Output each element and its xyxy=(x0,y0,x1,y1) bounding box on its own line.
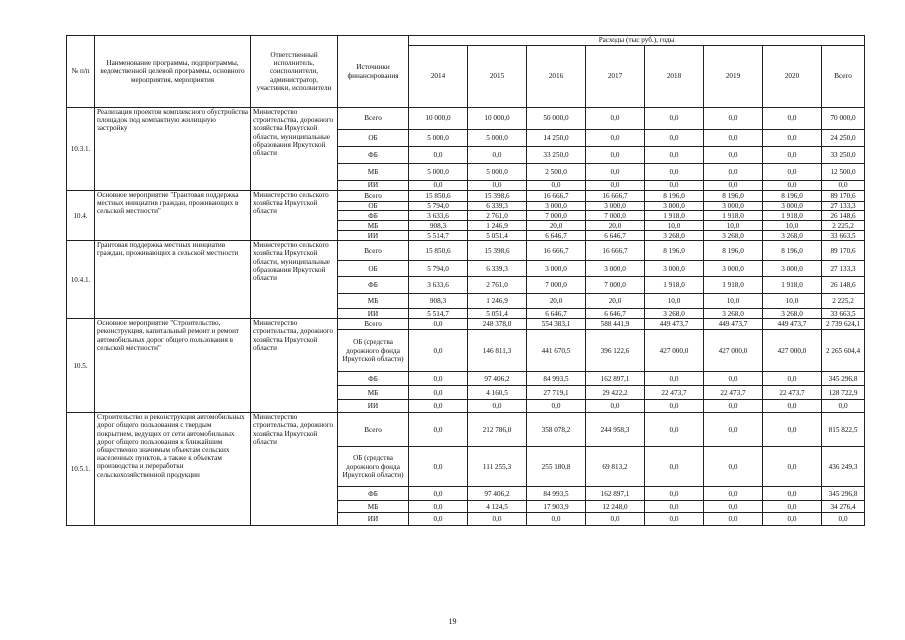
total-value: 12 500,0 xyxy=(822,164,865,181)
year-value: 0,0 xyxy=(409,181,468,191)
year-value: 0,0 xyxy=(704,447,763,487)
year-value: 0,0 xyxy=(586,164,645,181)
year-value: 5 794,0 xyxy=(409,202,468,211)
year-value: 0,0 xyxy=(645,413,704,447)
total-value: 70 000,0 xyxy=(822,108,865,130)
year-value: 908,3 xyxy=(409,294,468,309)
year-value: 84 993,5 xyxy=(527,487,586,501)
year-value: 0,0 xyxy=(645,181,704,191)
total-value: 436 249,3 xyxy=(822,447,865,487)
year-value: 2 761,0 xyxy=(468,277,527,294)
table-row xyxy=(67,191,865,202)
activity-name: Основное мероприятие "Грантовая поддержка местных инициатив граждан, проживающих в сельской местности" xyxy=(95,191,251,241)
expenses-table xyxy=(66,35,865,526)
year-value: 1 918,0 xyxy=(763,277,822,294)
table-row xyxy=(67,108,865,130)
activity-name: Грантовая поддержка местных инициатив граждан, проживающих в сельской местности xyxy=(95,241,251,319)
table-row xyxy=(67,319,865,330)
year-value: 5 514,7 xyxy=(409,309,468,319)
funding-source: МБ xyxy=(338,164,409,181)
total-value: 26 148,6 xyxy=(822,211,865,221)
year-value: 3 268,0 xyxy=(763,231,822,241)
year-value: 20,0 xyxy=(586,221,645,231)
responsible-executor: Министерство строительства, дорожного хозяйства Иркутской области, муниципальные образования Иркутской области xyxy=(251,108,338,191)
total-value: 0,0 xyxy=(822,400,865,413)
year-value: 84 993,5 xyxy=(527,372,586,386)
year-value: 10,0 xyxy=(704,294,763,309)
year-value: 0,0 xyxy=(409,319,468,330)
responsible-executor: Министерство строительства, дорожного хозяйства Иркутской области xyxy=(251,319,338,413)
activity-name: Основное мероприятие "Строительство, реконструкция, капитальный ремонт и ремонт автомобильных дорог общего пользования в сельской местности" xyxy=(95,319,251,413)
year-value: 0,0 xyxy=(763,372,822,386)
year-value: 0,0 xyxy=(763,108,822,130)
year-value: 20,0 xyxy=(586,294,645,309)
year-value: 4 124,5 xyxy=(468,501,527,513)
table-row xyxy=(67,413,865,447)
year-value: 0,0 xyxy=(645,164,704,181)
year-value: 1 246,9 xyxy=(468,221,527,231)
header-total: Всего xyxy=(822,46,865,108)
year-value: 0,0 xyxy=(645,400,704,413)
year-value: 0,0 xyxy=(645,513,704,526)
year-value: 10,0 xyxy=(645,221,704,231)
header-name: Наименование программы, подпрограммы, ведомственной целевой программы, основного мероприятия, мероприятия xyxy=(95,36,251,108)
year-value: 0,0 xyxy=(704,181,763,191)
year-value: 0,0 xyxy=(645,447,704,487)
year-value: 0,0 xyxy=(704,487,763,501)
header-year: 2014 xyxy=(409,46,468,108)
year-value: 146 811,3 xyxy=(468,330,527,372)
year-value: 5 000,0 xyxy=(468,164,527,181)
funding-source: ФБ xyxy=(338,147,409,164)
year-value: 162 897,1 xyxy=(586,372,645,386)
row-number: 10.5.1. xyxy=(67,413,95,526)
funding-source: ФБ xyxy=(338,211,409,221)
total-value: 26 148,6 xyxy=(822,277,865,294)
year-value: 10,0 xyxy=(763,221,822,231)
year-value: 0,0 xyxy=(645,108,704,130)
year-value: 0,0 xyxy=(527,181,586,191)
total-value: 0,0 xyxy=(822,181,865,191)
total-value: 24 250,0 xyxy=(822,130,865,147)
year-value: 0,0 xyxy=(645,130,704,147)
funding-source: Всего xyxy=(338,413,409,447)
year-value: 8 196,0 xyxy=(704,191,763,202)
year-value: 3 268,0 xyxy=(763,309,822,319)
year-value: 14 250,0 xyxy=(527,130,586,147)
responsible-executor: Министерство строительства, дорожного хозяйства Иркутской области xyxy=(251,413,338,526)
table-header xyxy=(67,36,865,108)
total-value: 2 225,2 xyxy=(822,294,865,309)
header-year: 2015 xyxy=(468,46,527,108)
year-value: 17 903,9 xyxy=(527,501,586,513)
funding-source: ОБ (средства дорожного фонда Иркутской области) xyxy=(338,330,409,372)
year-value: 0,0 xyxy=(763,181,822,191)
year-value: 0,0 xyxy=(527,400,586,413)
total-value: 27 133,3 xyxy=(822,261,865,277)
year-value: 0,0 xyxy=(763,164,822,181)
header-year: 2018 xyxy=(645,46,704,108)
year-value: 0,0 xyxy=(586,513,645,526)
year-value: 449 473,7 xyxy=(645,319,704,330)
year-value: 3 268,0 xyxy=(645,231,704,241)
total-value: 345 296,8 xyxy=(822,487,865,501)
year-value: 3 000,0 xyxy=(586,261,645,277)
year-value: 3 000,0 xyxy=(763,202,822,211)
total-value: 2 265 604,4 xyxy=(822,330,865,372)
year-value: 3 633,6 xyxy=(409,277,468,294)
row-number: 10.3.1. xyxy=(67,108,95,191)
year-value: 3 000,0 xyxy=(527,261,586,277)
total-value: 33 663,5 xyxy=(822,231,865,241)
year-value: 10,0 xyxy=(645,294,704,309)
year-value: 441 670,5 xyxy=(527,330,586,372)
year-value: 0,0 xyxy=(645,487,704,501)
total-value: 33 663,5 xyxy=(822,309,865,319)
responsible-executor: Министерство сельского хозяйства Иркутской области, муниципальные образования Иркутской области xyxy=(251,241,338,319)
year-value: 0,0 xyxy=(409,400,468,413)
year-value: 16 666,7 xyxy=(527,191,586,202)
year-value: 0,0 xyxy=(586,147,645,164)
year-value: 427 000,0 xyxy=(645,330,704,372)
year-value: 0,0 xyxy=(763,501,822,513)
year-value: 0,0 xyxy=(704,130,763,147)
funding-source: Всего xyxy=(338,108,409,130)
year-value: 3 268,0 xyxy=(645,309,704,319)
year-value: 3 000,0 xyxy=(645,202,704,211)
total-value: 27 133,3 xyxy=(822,202,865,211)
year-value: 0,0 xyxy=(586,400,645,413)
header-year: 2019 xyxy=(704,46,763,108)
year-value: 3 268,0 xyxy=(704,309,763,319)
year-value: 0,0 xyxy=(409,147,468,164)
year-value: 0,0 xyxy=(409,386,468,400)
funding-source: ИИ xyxy=(338,231,409,241)
year-value: 16 666,7 xyxy=(527,241,586,261)
year-value: 22 473,7 xyxy=(645,386,704,400)
year-value: 0,0 xyxy=(704,400,763,413)
year-value: 15 850,6 xyxy=(409,241,468,261)
year-value: 15 398,6 xyxy=(468,191,527,202)
header-year: 2016 xyxy=(527,46,586,108)
year-value: 6 339,3 xyxy=(468,261,527,277)
year-value: 0,0 xyxy=(527,513,586,526)
total-value: 89 170,6 xyxy=(822,241,865,261)
activity-name: Строительство и реконструкция автомобильных дорог общего пользования с твердым покрытием, ведущих от сети автомобильных дорог общего пользования к ближайшим общественно значимым объектам сельских населенных пунктов, а также к объектам производства и переработки сельскохозяйственной продукции xyxy=(95,413,251,526)
year-value: 0,0 xyxy=(586,108,645,130)
year-value: 0,0 xyxy=(468,147,527,164)
year-value: 1 918,0 xyxy=(763,211,822,221)
year-value: 1 918,0 xyxy=(704,277,763,294)
total-value: 34 276,4 xyxy=(822,501,865,513)
year-value: 0,0 xyxy=(763,447,822,487)
year-value: 0,0 xyxy=(704,164,763,181)
year-value: 5 000,0 xyxy=(409,164,468,181)
year-value: 10 000,0 xyxy=(409,108,468,130)
year-value: 0,0 xyxy=(645,501,704,513)
year-value: 0,0 xyxy=(704,372,763,386)
year-value: 15 850,6 xyxy=(409,191,468,202)
year-value: 162 897,1 xyxy=(586,487,645,501)
total-value: 815 822,5 xyxy=(822,413,865,447)
year-value: 244 958,3 xyxy=(586,413,645,447)
year-value: 3 000,0 xyxy=(704,261,763,277)
year-value: 0,0 xyxy=(409,447,468,487)
total-value: 2 739 624,1 xyxy=(822,319,865,330)
responsible-executor: Министерство сельского хозяйства Иркутской области xyxy=(251,191,338,241)
year-value: 22 473,7 xyxy=(704,386,763,400)
funding-source: ИИ xyxy=(338,513,409,526)
year-value: 97 406,2 xyxy=(468,487,527,501)
funding-source: Всего xyxy=(338,319,409,330)
year-value: 12 248,0 xyxy=(586,501,645,513)
year-value: 15 398,6 xyxy=(468,241,527,261)
year-value: 396 122,6 xyxy=(586,330,645,372)
year-value: 0,0 xyxy=(763,413,822,447)
year-value: 449 473,7 xyxy=(704,319,763,330)
year-value: 6 339,3 xyxy=(468,202,527,211)
year-value: 5 514,7 xyxy=(409,231,468,241)
year-value: 0,0 xyxy=(586,181,645,191)
year-value: 22 473,7 xyxy=(763,386,822,400)
year-value: 554 383,1 xyxy=(527,319,586,330)
year-value: 3 000,0 xyxy=(763,261,822,277)
table-row xyxy=(67,241,865,261)
total-value: 33 250,0 xyxy=(822,147,865,164)
year-value: 0,0 xyxy=(763,130,822,147)
year-value: 5 000,0 xyxy=(468,130,527,147)
year-value: 588 441,9 xyxy=(586,319,645,330)
year-value: 10 000,0 xyxy=(468,108,527,130)
year-value: 33 250,0 xyxy=(527,147,586,164)
year-value: 111 255,3 xyxy=(468,447,527,487)
document-sheet xyxy=(66,35,865,526)
funding-source: ФБ xyxy=(338,372,409,386)
total-value: 345 296,8 xyxy=(822,372,865,386)
year-value: 7 000,0 xyxy=(586,277,645,294)
year-value: 0,0 xyxy=(704,147,763,164)
year-value: 0,0 xyxy=(763,400,822,413)
year-value: 0,0 xyxy=(468,400,527,413)
year-value: 8 196,0 xyxy=(645,191,704,202)
year-value: 7 000,0 xyxy=(527,277,586,294)
year-value: 0,0 xyxy=(763,513,822,526)
year-value: 0,0 xyxy=(409,413,468,447)
year-value: 50 000,0 xyxy=(527,108,586,130)
funding-source: ОБ (средства дорожного фонда Иркутской области) xyxy=(338,447,409,487)
funding-source: ФБ xyxy=(338,277,409,294)
row-number: 10.4. xyxy=(67,191,95,241)
year-value: 3 633,6 xyxy=(409,211,468,221)
year-value: 0,0 xyxy=(409,501,468,513)
activity-name: Реализация проектов комплексного обустройства площадок под компактную жилищную застройку xyxy=(95,108,251,191)
funding-source: ОБ xyxy=(338,130,409,147)
header-num: № п/п xyxy=(67,36,95,108)
year-value: 427 000,0 xyxy=(704,330,763,372)
year-value: 0,0 xyxy=(586,130,645,147)
year-value: 255 180,8 xyxy=(527,447,586,487)
year-value: 0,0 xyxy=(468,513,527,526)
year-value: 16 666,7 xyxy=(586,191,645,202)
year-value: 97 406,2 xyxy=(468,372,527,386)
year-value: 2 761,0 xyxy=(468,211,527,221)
year-value: 5 051,4 xyxy=(468,309,527,319)
funding-source: ИИ xyxy=(338,309,409,319)
total-value: 128 722,9 xyxy=(822,386,865,400)
header-source: Источники финансирования xyxy=(338,36,409,108)
funding-source: ИИ xyxy=(338,181,409,191)
funding-source: ОБ xyxy=(338,202,409,211)
year-value: 0,0 xyxy=(468,181,527,191)
year-value: 0,0 xyxy=(409,513,468,526)
year-value: 7 000,0 xyxy=(527,211,586,221)
year-value: 6 646,7 xyxy=(586,231,645,241)
year-value: 8 196,0 xyxy=(763,191,822,202)
year-value: 5 794,0 xyxy=(409,261,468,277)
year-value: 8 196,0 xyxy=(704,241,763,261)
year-value: 6 646,7 xyxy=(527,309,586,319)
funding-source: ОБ xyxy=(338,261,409,277)
page-number: 19 xyxy=(448,617,457,626)
header-responsible: Ответственный исполнитель, соисполнители, администратор, участники, исполнители xyxy=(251,36,338,108)
year-value: 8 196,0 xyxy=(645,241,704,261)
year-value: 27 719,1 xyxy=(527,386,586,400)
year-value: 1 246,9 xyxy=(468,294,527,309)
total-value: 0,0 xyxy=(822,513,865,526)
year-value: 0,0 xyxy=(704,501,763,513)
year-value: 449 473,7 xyxy=(763,319,822,330)
total-value: 89 170,6 xyxy=(822,191,865,202)
header-expenses: Расходы (тыс руб.), годы xyxy=(409,36,865,46)
year-value: 3 268,0 xyxy=(704,231,763,241)
funding-source: МБ xyxy=(338,294,409,309)
year-value: 8 196,0 xyxy=(763,241,822,261)
funding-source: МБ xyxy=(338,386,409,400)
year-value: 20,0 xyxy=(527,294,586,309)
year-value: 248 378,0 xyxy=(468,319,527,330)
year-value: 0,0 xyxy=(763,147,822,164)
funding-source: ИИ xyxy=(338,400,409,413)
table-body xyxy=(67,108,865,526)
year-value: 16 666,7 xyxy=(586,241,645,261)
year-value: 6 646,7 xyxy=(586,309,645,319)
year-value: 212 786,0 xyxy=(468,413,527,447)
total-value: 2 225,2 xyxy=(822,221,865,231)
year-value: 0,0 xyxy=(409,372,468,386)
year-value: 10,0 xyxy=(763,294,822,309)
year-value: 0,0 xyxy=(763,487,822,501)
year-value: 20,0 xyxy=(527,221,586,231)
header-year: 2017 xyxy=(586,46,645,108)
year-value: 0,0 xyxy=(409,330,468,372)
year-value: 358 078,2 xyxy=(527,413,586,447)
year-value: 0,0 xyxy=(704,513,763,526)
year-value: 1 918,0 xyxy=(645,277,704,294)
year-value: 0,0 xyxy=(645,147,704,164)
year-value: 3 000,0 xyxy=(704,202,763,211)
year-value: 427 000,0 xyxy=(763,330,822,372)
year-value: 3 000,0 xyxy=(527,202,586,211)
funding-source: МБ xyxy=(338,501,409,513)
year-value: 10,0 xyxy=(704,221,763,231)
year-value: 3 000,0 xyxy=(586,202,645,211)
year-value: 3 000,0 xyxy=(645,261,704,277)
year-value: 5 051,4 xyxy=(468,231,527,241)
row-number: 10.4.1. xyxy=(67,241,95,319)
year-value: 6 646,7 xyxy=(527,231,586,241)
year-value: 1 918,0 xyxy=(645,211,704,221)
funding-source: ФБ xyxy=(338,487,409,501)
year-value: 0,0 xyxy=(645,372,704,386)
year-value: 2 500,0 xyxy=(527,164,586,181)
year-value: 908,3 xyxy=(409,221,468,231)
year-value: 7 000,0 xyxy=(586,211,645,221)
row-number: 10.5. xyxy=(67,319,95,413)
funding-source: МБ xyxy=(338,221,409,231)
year-value: 69 813,2 xyxy=(586,447,645,487)
year-value: 1 918,0 xyxy=(704,211,763,221)
funding-source: Всего xyxy=(338,191,409,202)
year-value: 0,0 xyxy=(704,413,763,447)
funding-source: Всего xyxy=(338,241,409,261)
year-value: 0,0 xyxy=(704,108,763,130)
year-value: 4 160,5 xyxy=(468,386,527,400)
header-year: 2020 xyxy=(763,46,822,108)
year-value: 5 000,0 xyxy=(409,130,468,147)
year-value: 29 422,2 xyxy=(586,386,645,400)
year-value: 0,0 xyxy=(409,487,468,501)
